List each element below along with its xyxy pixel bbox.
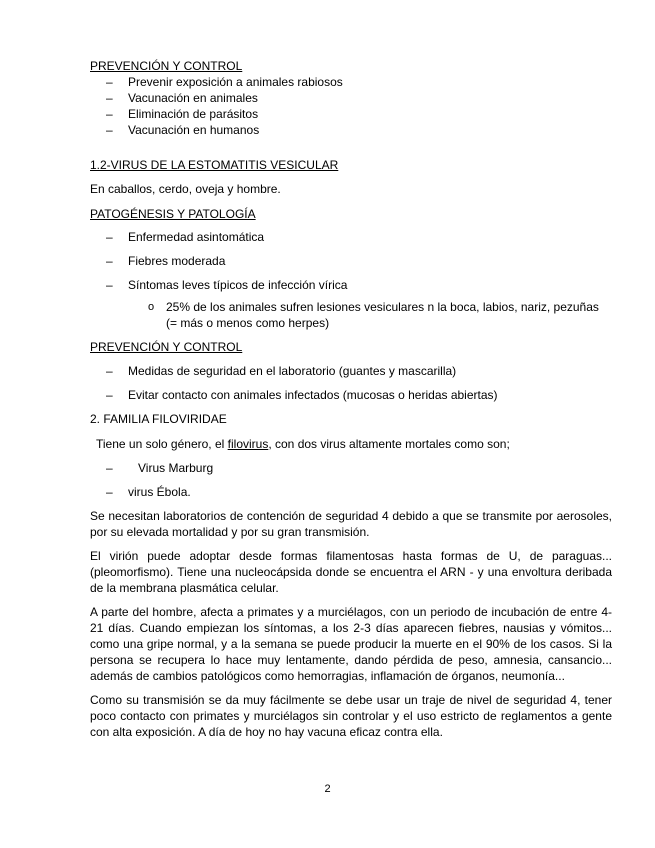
- list-item: – Enfermedad asintomática: [90, 229, 612, 245]
- prevention-list-2: [90, 363, 612, 403]
- list-item: – Evitar contacto con animales infectados (mucosas o heridas abiertas): [90, 387, 612, 403]
- filoviridae-intro-text-end: , con dos virus altamente mortales como son;: [268, 437, 510, 451]
- filoviridae-intro-text: Tiene un solo género, el: [96, 437, 228, 451]
- list-item: – Síntomas leves típicos de infección vírica: [90, 277, 612, 293]
- paragraph-symptoms: A parte del hombre, afecta a primates y a murciélagos, con un periodo de incubación de entre 4-21 días. Cuando empiezan los síntomas, a los 2-3 días aparecen fiebres, nausias y vómitos... como una gripe normal, y a la semana se puede producir la muerte en el 90% de los casos. Si la persona se recupera lo hace muy lentamente, dando pérdida de peso, amnesia, cansancio... además de cambios patológicos como hemorragias, inflamación de órganos, neumonía...: [90, 605, 612, 683]
- prevention-list-1: [90, 74, 612, 138]
- page-number: 2: [324, 783, 331, 795]
- paragraph-containment: Se necesitan laboratorios de contención de seguridad 4 debido a que se transmite por aerosoles, por su elevada mortalidad y por su gran transmisión.: [90, 509, 612, 539]
- filoviridae-intro: [90, 436, 612, 452]
- filovirus-term: filovirus: [227, 437, 269, 451]
- list-item: – virus Ébola.: [90, 484, 612, 500]
- prevention-heading-2: PREVENCIÓN Y CONTROL: [90, 340, 243, 354]
- vesicular-stomatitis-intro: En caballos, cerdo, oveja y hombre.: [90, 182, 281, 196]
- list-item: – Eliminación de parásitos: [90, 106, 612, 122]
- filovirus-list: [90, 460, 612, 500]
- prevention-heading-1: PREVENCIÓN Y CONTROL: [90, 59, 243, 73]
- vesicular-stomatitis-heading: 1.2-VIRUS DE LA ESTOMATITIS VESICULAR: [90, 158, 339, 172]
- list-item: – Fiebres moderada: [90, 253, 612, 269]
- pathogenesis-sublist: [90, 299, 612, 331]
- list-item: – Medidas de seguridad en el laboratorio (guantes y mascarilla): [90, 363, 612, 379]
- document-page: [90, 58, 612, 740]
- list-item: – Virus Marburg: [90, 460, 612, 476]
- sub-list-item: o 25% de los animales sufren lesiones vesiculares n la boca, labios, nariz, pezuñas (= más o menos como herpes): [90, 299, 612, 331]
- list-item: – Vacunación en humanos: [90, 122, 612, 138]
- list-item: – Vacunación en animales: [90, 90, 612, 106]
- paragraph-virion: El virión puede adoptar desde formas filamentosas hasta formas de U, de paraguas... (pleomorfismo). Tiene una nucleocápsida donde se encuentra el ARN - y una envoltura deribada de la membrana plasmática celular.: [90, 549, 612, 595]
- pathogenesis-heading: PATOGÉNESIS Y PATOLOGÍA: [90, 207, 256, 221]
- list-item: – Prevenir exposición a animales rabiosos: [90, 74, 612, 90]
- pathogenesis-list: [90, 229, 612, 293]
- filoviridae-heading: 2. FAMILIA FILOVIRIDAE: [90, 412, 227, 426]
- paragraph-transmission: Como su transmisión se da muy fácilmente se debe usar un traje de nivel de seguridad 4, tener poco contacto con primates y murciélagos sin controlar y el uso estricto de reglamentos a gente con alta exposición. A día de hoy no hay vacuna eficaz contra ella.: [90, 693, 612, 739]
